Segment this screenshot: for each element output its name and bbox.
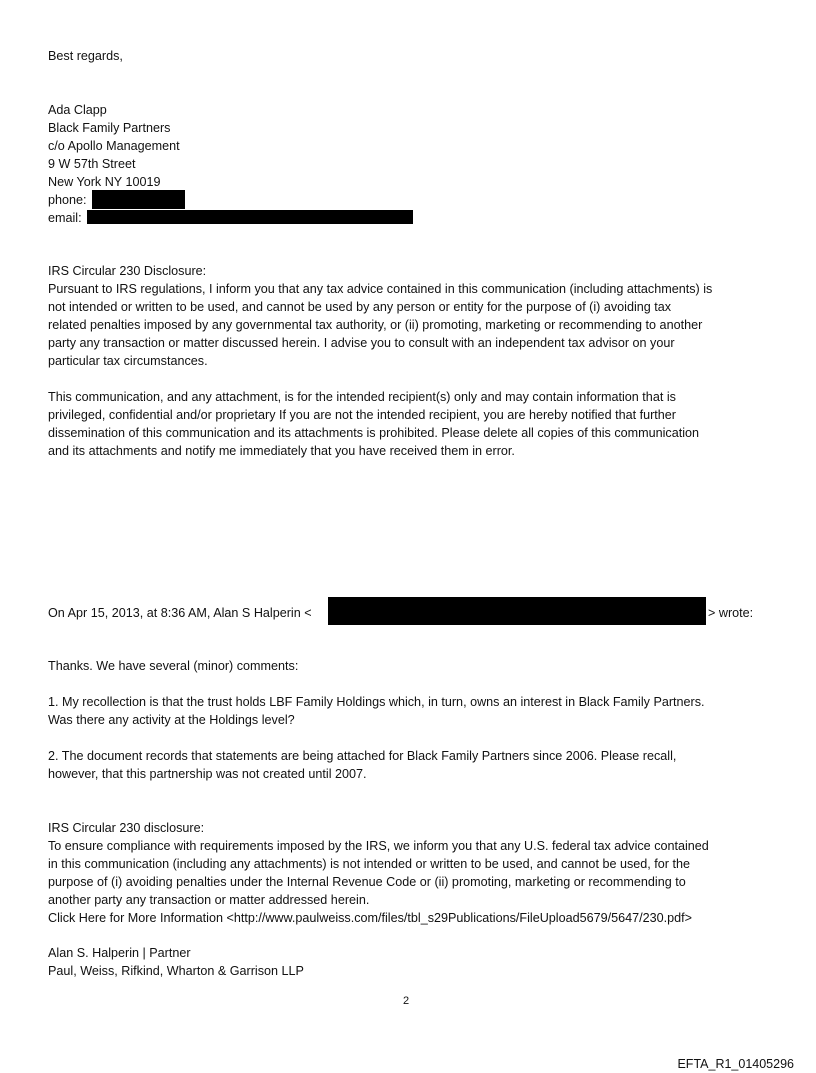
email-address-redaction xyxy=(328,597,706,625)
signature-email-label: email: xyxy=(48,211,82,225)
reply-point-2-line: 2. The document records that statements are being attached for Black Family Partners since 2006. Please recall, xyxy=(48,749,677,763)
disclosure-1-line: particular tax circumstances. xyxy=(48,354,208,368)
quote-header-suffix: > wrote: xyxy=(708,606,754,620)
reply-point-1-line: 1. My recollection is that the trust holds LBF Family Holdings which, in turn, owns an interest in Black Family Partners. xyxy=(48,695,705,709)
confidentiality-notice xyxy=(48,388,778,460)
disclosure-2-line: To ensure compliance with requirements imposed by the IRS, we inform you that any U.S. federal tax advice contained xyxy=(48,839,709,853)
document-id: EFTA_R1_01405296 xyxy=(677,1057,794,1071)
page-number: 2 xyxy=(403,995,410,1007)
disclosure-1-line: Pursuant to IRS regulations, I inform you that any tax advice contained in this communication (including attachments) is xyxy=(48,282,713,296)
disclosure-2-line: purpose of (i) avoiding penalties under the Internal Revenue Code or (ii) promoting, marketing or recommending to xyxy=(48,875,686,889)
disclosure-2-title: IRS Circular 230 disclosure: xyxy=(48,821,205,835)
quote-header-prefix: On Apr 15, 2013, at 8:36 AM, Alan S Halperin < xyxy=(48,606,312,620)
signature-name: Ada Clapp xyxy=(48,103,107,117)
phone-redaction xyxy=(92,190,185,209)
signature-city: New York NY 10019 xyxy=(48,175,161,189)
sender-firm: Paul, Weiss, Rifkind, Wharton & Garrison LLP xyxy=(48,964,304,978)
disclosure-2-line: in this communication (including any attachments) is not intended or written to be used, and cannot be used, for the xyxy=(48,857,690,871)
disclosure-1-line: related penalties imposed by any governmental tax authority, or (ii) promoting, marketing or recommending to another xyxy=(48,318,703,332)
signature-org: Black Family Partners xyxy=(48,121,171,135)
irs-disclosure-2 xyxy=(48,819,778,927)
confidentiality-line: privileged, confidential and/or proprietary If you are not the intended recipient, you are hereby notified that further xyxy=(48,408,676,422)
more-information-link[interactable]: Click Here for More Information <http://www.paulweiss.com/files/tbl_s29Publications/FileUpload5679/5647/230.pdf> xyxy=(48,911,693,925)
disclosure-2-line: another party any transaction or matter addressed herein. xyxy=(48,893,370,907)
reply-point-2-line: however, that this partnership was not created until 2007. xyxy=(48,767,367,781)
reply-point-1-line: Was there any activity at the Holdings level? xyxy=(48,713,295,727)
reply-point-2 xyxy=(48,747,778,783)
signature-care-of: c/o Apollo Management xyxy=(48,139,180,153)
confidentiality-line: This communication, and any attachment, is for the intended recipient(s) only and may contain information that is xyxy=(48,390,676,404)
closing-text: Best regards, xyxy=(48,49,123,63)
disclosure-1-line: not intended or written to be used, and cannot be used by any person or entity for the purpose of (i) avoiding tax xyxy=(48,300,672,314)
signature-phone-label: phone: xyxy=(48,193,87,207)
irs-disclosure-1 xyxy=(48,262,778,370)
signature-street: 9 W 57th Street xyxy=(48,157,136,171)
disclosure-1-title: IRS Circular 230 Disclosure: xyxy=(48,264,207,278)
sender-name-title: Alan S. Halperin | Partner xyxy=(48,946,191,960)
sender-signature xyxy=(48,944,304,980)
reply-intro: Thanks. We have several (minor) comments: xyxy=(48,659,299,673)
confidentiality-line: dissemination of this communication and its attachments is prohibited. Please delete all copies of this communication xyxy=(48,426,700,440)
email-redaction xyxy=(87,210,413,224)
confidentiality-line: and its attachments and notify me immediately that you have received them in error. xyxy=(48,444,515,458)
reply-point-1 xyxy=(48,693,778,729)
disclosure-1-line: party any transaction or matter discussed herein. I advise you to consult with an independent tax advisor on your xyxy=(48,336,675,350)
